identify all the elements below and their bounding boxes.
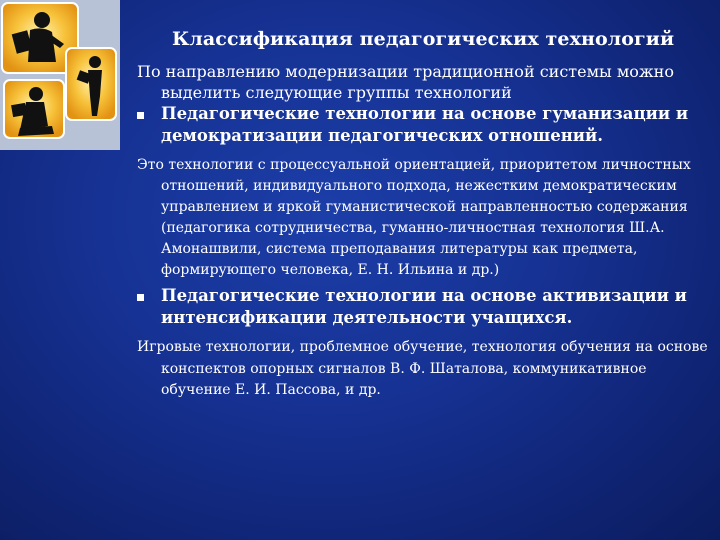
bullet-heading-2	[137, 285, 712, 329]
slide-title: Классификация педагогических технологий	[172, 28, 675, 50]
square-bullet-icon	[137, 294, 144, 301]
square-bullet-icon	[137, 112, 144, 119]
bullet-heading-1-text: Педагогические технологии на основе гуманизации и демократизации педагогических отношений.	[161, 104, 689, 145]
bullet-body-1: Это технологии с процессуальной ориентацией, приоритетом личностных отношений, индивидуального подхода, нежестким демократическим управлением и яркой гуманистической направленностью содержания (педагогика сотрудничества, гуманно-личностная технология Ш.А. Амонашвили, система преподавания литературы как предмета, формирующего человека, Е. Н. Ильина и др.)	[137, 157, 691, 278]
bullet-body-2: Игровые технологии, проблемное обучение, технология обучения на основе конспектов опорных сигналов В. Ф. Шаталова, коммуникативное обучение Е. И. Пассова, и др.	[137, 339, 708, 398]
bullet-heading-2-text: Педагогические технологии на основе активизации и интенсификации деятельности учащихся.	[161, 286, 687, 327]
bullet-heading-1	[137, 103, 712, 147]
reading-silhouettes-decoration	[0, 0, 120, 150]
slide-content	[137, 62, 712, 402]
intro-text: По направлению модернизации традиционной системы можно выделить следующие группы технологий	[137, 62, 674, 102]
